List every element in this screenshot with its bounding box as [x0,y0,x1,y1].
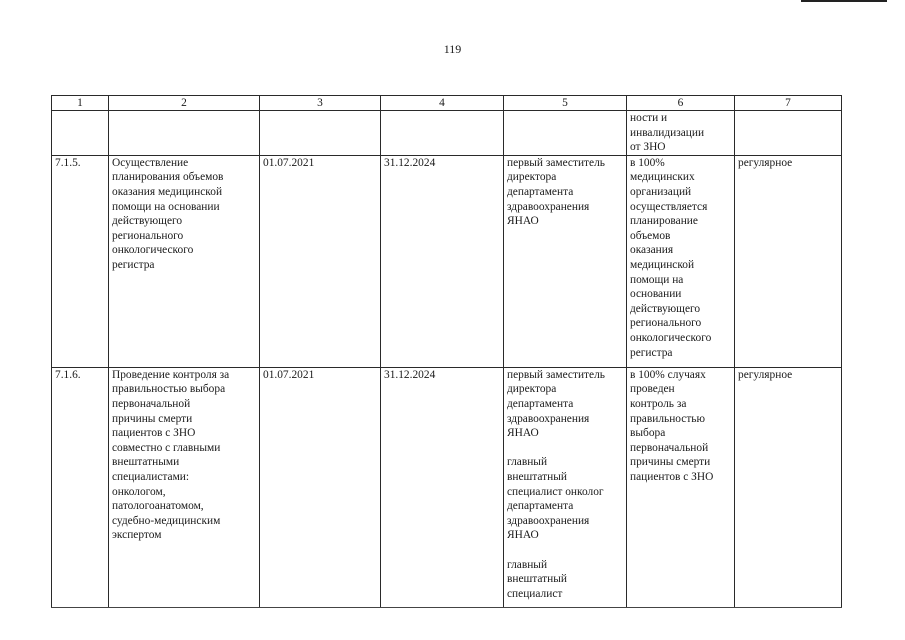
responsible-person-line: департамента [507,500,574,513]
expected-result-line: регистра [630,346,673,359]
expected-result-line: организаций [630,185,692,198]
expected-result-line: правильностью [630,412,706,425]
responsible-person-line: главный [507,558,548,571]
event-description-line: специалистами: [112,470,190,483]
item-number: 7.1.5. [52,155,109,367]
event-type: регулярное [735,367,842,607]
responsible-person-line: департамента [507,397,574,410]
event-description-line: планирования объемов [112,171,224,184]
end-date: 31.12.2024 [381,155,504,367]
responsible-person-line [507,441,623,456]
event-description-line: правильностью выбора [112,383,226,396]
event-type: регулярное [735,155,842,367]
responsible-person-line: здравоохранения [507,200,590,213]
responsible-person-line: главный [507,456,548,469]
expected-result-line: в 100% случаях [630,368,706,381]
responsible-person-line: здравоохранения [507,514,590,527]
event-description-line: регионального [112,229,184,242]
expected-result-line: причины смерти [630,456,711,469]
responsible-person-line: департамента [507,185,574,198]
event-description-line: онкологом, [112,485,166,498]
expected-result-line: осуществляется [630,200,708,213]
event-description-line: Проведение контроля за [112,368,230,381]
expected-result-line: онкологического [630,331,712,344]
responsible-person-line: первый заместитель [507,156,605,169]
expected-result-line: первоначальной [630,441,709,454]
responsible-person [504,155,627,367]
expected-result-line: объемов [630,229,671,242]
table-row [52,155,842,367]
event-description-line: онкологического [112,244,194,257]
event-description-line: внештатными [112,456,180,469]
event-description-line: Осуществление [112,156,189,169]
expected-result-line: инвалидизации [630,126,705,139]
event-description [109,155,260,367]
page-cut-line [51,607,842,608]
start-date: 01.07.2021 [260,367,381,607]
expected-result-line: медицинской [630,258,695,271]
responsible-person-line: здравоохранения [507,412,590,425]
event-description-line: причины смерти [112,412,193,425]
page-number: 119 [443,42,462,56]
event-description [109,367,260,607]
responsible-person-line: первый заместитель [507,368,605,381]
expected-result-line: медицинских [630,171,695,184]
expected-result-line: от ЗНО [630,141,666,154]
table-row [52,111,842,156]
column-number-row [52,96,842,111]
event-description-line: экспертом [112,529,162,542]
column-header: 4 [381,96,504,111]
column-header: 2 [109,96,260,111]
column-header: 7 [735,96,842,111]
responsible-person-line: внештатный [507,470,568,483]
event-description-line: пациентов с ЗНО [112,427,196,440]
expected-result [627,155,735,367]
event-description-line: судебно-медицинским [112,514,221,527]
expected-result-line: проведен [630,383,675,396]
header-rule [801,0,887,2]
expected-result [627,111,735,156]
expected-result [627,367,735,607]
event-description-line: оказания медицинской [112,185,223,198]
event-type [735,111,842,156]
event-description-line: первоначальной [112,397,191,410]
end-date [381,111,504,156]
event-description-line: совместно с главными [112,441,221,454]
expected-result-line: выбора [630,427,666,440]
column-header: 5 [504,96,627,111]
expected-result-line: действующего [630,302,701,315]
plan-table [51,95,842,607]
responsible-person-line: внештатный [507,573,568,586]
event-description-line: регистра [112,258,155,271]
expected-result-line: планирование [630,215,698,228]
expected-result-line: помощи на [630,273,684,286]
start-date [260,111,381,156]
column-header: 6 [627,96,735,111]
event-description [109,111,260,156]
responsible-person-line: специалист онколог [507,485,604,498]
end-date: 31.12.2024 [381,367,504,607]
column-header: 3 [260,96,381,111]
expected-result-line: пациентов с ЗНО [630,470,714,483]
responsible-person-line: ЯНАО [507,215,539,228]
event-description-line: патологоанатомом, [112,500,204,513]
responsible-person-line: ЯНАО [507,427,539,440]
responsible-person-line: ЯНАО [507,529,539,542]
expected-result-line: в 100% [630,156,665,169]
responsible-person-line: директора [507,171,557,184]
item-number: 7.1.6. [52,367,109,607]
expected-result-line: ности и [630,112,668,124]
start-date: 01.07.2021 [260,155,381,367]
responsible-person-line: специалист [507,587,563,600]
item-number [52,111,109,156]
responsible-person [504,367,627,607]
event-description-line: помощи на основании [112,200,220,213]
expected-result-line: основании [630,288,682,301]
expected-result-line: оказания [630,244,674,257]
table-row [52,367,842,607]
responsible-person-line [507,543,623,558]
event-description-line: действующего [112,215,183,228]
column-header: 1 [52,96,109,111]
responsible-person [504,111,627,156]
expected-result-line: регионального [630,317,702,330]
expected-result-line: контроль за [630,397,687,410]
responsible-person-line: директора [507,383,557,396]
